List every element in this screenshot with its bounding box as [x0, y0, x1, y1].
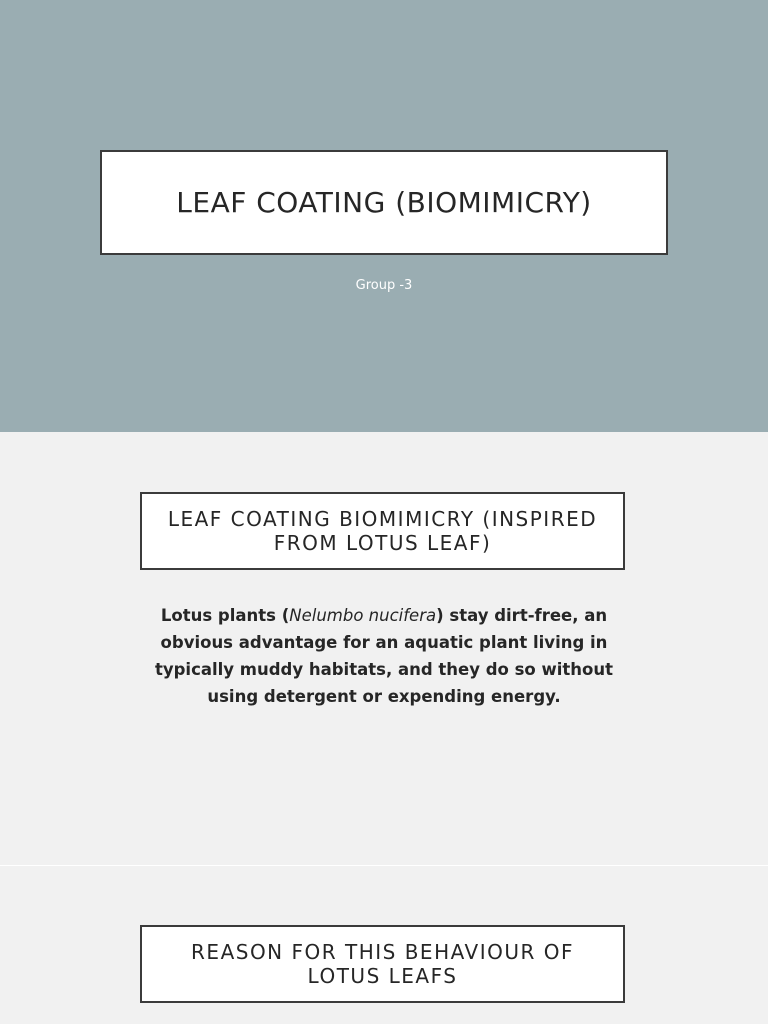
- section-title-box: [140, 492, 625, 570]
- section-title: LEAF COATING BIOMIMICRY (INSPIRED FROM LOTUS LEAF): [167, 507, 598, 555]
- section-title-box: [140, 925, 625, 1003]
- content-slide-reason: [0, 866, 768, 1024]
- section-title: REASON FOR THIS BEHAVIOUR OF LOTUS LEAFS: [191, 940, 574, 988]
- slide-title: LEAF COATING (BIOMIMICRY): [176, 186, 592, 219]
- scientific-name: Nelumbo nucifera: [289, 606, 437, 625]
- slide-subtitle: Group -3: [355, 278, 413, 293]
- body-text-end: ) stay dirt-free, an obvious advantage for an aquatic plant living in typically muddy habitats, and they do so without using detergent or expending energy.: [154, 606, 614, 706]
- title-box: [100, 150, 668, 255]
- body-text-start: Lotus plants (: [160, 606, 290, 625]
- body-paragraph: [140, 602, 628, 710]
- title-slide: [0, 0, 768, 432]
- content-slide-lotus: [0, 432, 768, 865]
